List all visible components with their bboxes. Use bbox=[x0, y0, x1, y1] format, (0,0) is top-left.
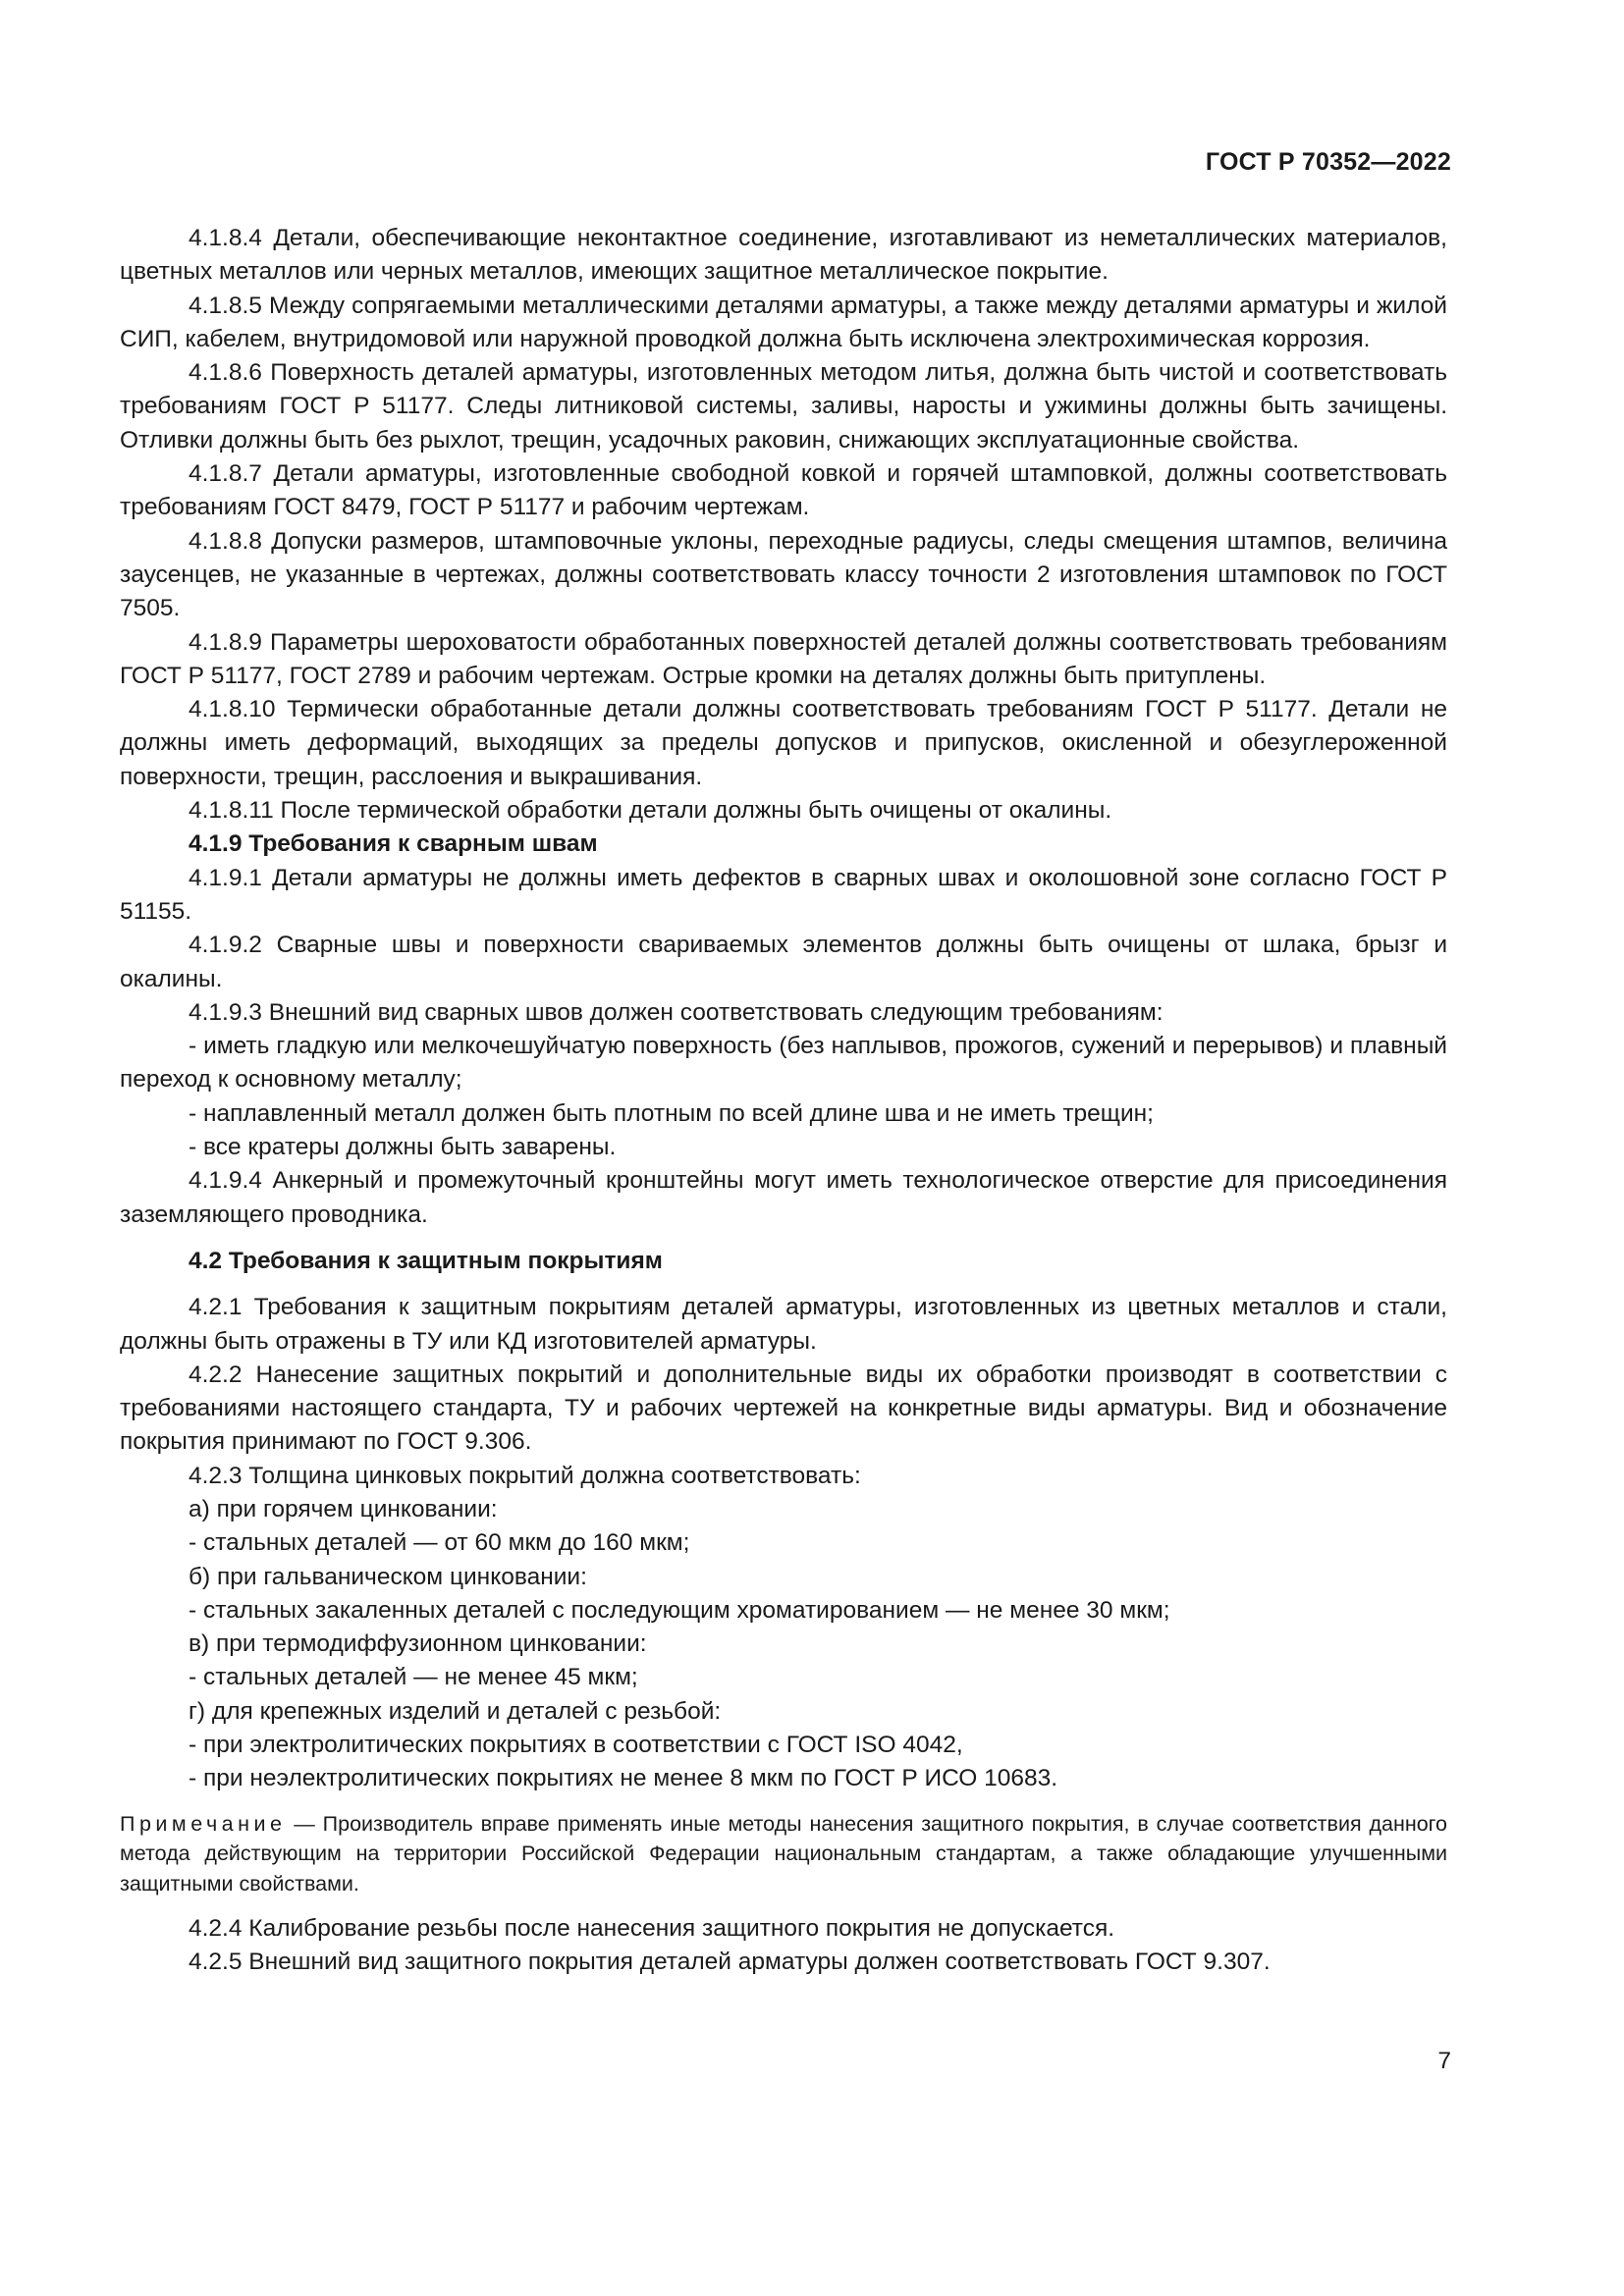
paragraph-4-1-8-5: 4.1.8.5 Между сопрягаемыми металлическими деталями арматуры, а также между деталями арматуры и жилой СИП, кабелем, внутридомовой или наружной проводкой должна быть исключена электрохимическая коррозия. bbox=[120, 292, 1447, 352]
document-id-header: ГОСТ Р 70352—2022 bbox=[1205, 148, 1451, 176]
paragraph-4-1-8-7: 4.1.8.7 Детали арматуры, изготовленные свободной ковкой и горячей штамповкой, должны соответствовать требованиям ГОСТ 8479, ГОСТ Р 51177 и рабочим чертежам. bbox=[120, 460, 1447, 521]
list-item-weld-craters: - все кратеры должны быть заварены. bbox=[189, 1134, 617, 1161]
paragraph-4-1-9-2: 4.1.9.2 Сварные швы и поверхности свариваемых элементов должны быть очищены от шлака, брызг и окалины. bbox=[120, 932, 1447, 992]
paragraph-4-2-4: 4.2.4 Калибрование резьбы после нанесения защитного покрытия не допускается. bbox=[189, 1914, 1115, 1942]
heading-4-2: 4.2 Требования к защитным покрытиям bbox=[189, 1247, 663, 1274]
note-text: — Производитель вправе применять иные методы нанесения защитного покрытия, в случае соответствия данного метода действующим на территории Российской Федерации национальным стандартам, а также обладающие улучшенными защитными свойствами. bbox=[120, 1811, 1447, 1896]
paragraph-4-2-1: 4.2.1 Требования к защитным покрытиям деталей арматуры, изготовленных из цветных металлов и стали, должны быть отражены в ТУ или КД изготовителей арматуры. bbox=[120, 1294, 1447, 1355]
list-item-fasteners: г) для крепежных изделий и деталей с резьбой: bbox=[189, 1697, 722, 1725]
paragraph-4-2-2: 4.2.2 Нанесение защитных покрытий и дополнительные виды их обработки производят в соответствии с требованиями настоящего стандарта, ТУ и рабочих чертежей на конкретные виды арматуры. Вид и обозначение покрытия принимают по ГОСТ 9.306. bbox=[120, 1361, 1447, 1456]
note-label: Примечание bbox=[120, 1811, 287, 1836]
paragraph-4-1-8-8: 4.1.8.8 Допуски размеров, штамповочные уклоны, переходные радиусы, следы смещения штампов, величина заусенцев, не указанные в чертежах, должны соответствовать классу точности 2 изготовления штамповок по ГОСТ 7505. bbox=[120, 527, 1447, 622]
paragraph-4-1-8-6: 4.1.8.6 Поверхность деталей арматуры, изготовленных методом литья, должна быть чистой и соответствовать требованиям ГОСТ Р 51177. Следы литниковой системы, заливы, наросты и ужимины должны быть зачищены. Отливки должны быть без рыхлот, трещин, усадочных раковин, снижающих эксплуатационные свойства. bbox=[120, 359, 1447, 454]
list-item-thermodiffusion-steel: - стальных деталей — не менее 45 мкм; bbox=[189, 1664, 638, 1691]
list-item-weld-surface: - иметь гладкую или мелкочешуйчатую поверхность (без наплывов, прожогов, сужений и перерывов) и плавный переход к основному металлу; bbox=[120, 1033, 1447, 1094]
paragraph-4-2-5: 4.2.5 Внешний вид защитного покрытия деталей арматуры должен соответствовать ГОСТ 9.307. bbox=[189, 1949, 1271, 1976]
page-number: 7 bbox=[1437, 2048, 1451, 2074]
paragraph-4-1-9-4: 4.1.9.4 Анкерный и промежуточный кронштейны могут иметь технологическое отверстие для присоединения заземляющего проводника. bbox=[120, 1167, 1447, 1228]
paragraph-4-1-8-11: 4.1.8.11 После термической обработки детали должны быть очищены от окалины. bbox=[189, 797, 1112, 825]
list-item-non-electrolytic: - при неэлектролитических покрытиях не менее 8 мкм по ГОСТ Р ИСО 10683. bbox=[189, 1765, 1058, 1792]
list-item-weld-metal: - наплавленный металл должен быть плотным по всей длине шва и не иметь трещин; bbox=[189, 1099, 1154, 1127]
document-body bbox=[120, 222, 1447, 1979]
paragraph-4-1-9-1: 4.1.9.1 Детали арматуры не должны иметь дефектов в сварных швах и околошовной зоне согласно ГОСТ Р 51155. bbox=[120, 864, 1447, 925]
paragraph-4-2-3: 4.2.3 Толщина цинковых покрытий должна соответствовать: bbox=[189, 1462, 861, 1489]
list-item-galvanic-steel: - стальных закаленных деталей с последующим хроматированием — не менее 30 мкм; bbox=[189, 1596, 1170, 1624]
paragraph-4-1-9-3: 4.1.9.3 Внешний вид сварных швов должен соответствовать следующим требованиям: bbox=[189, 998, 1164, 1026]
paragraph-4-1-8-10: 4.1.8.10 Термически обработанные детали должны соответствовать требованиям ГОСТ Р 51177. Детали не должны иметь деформаций, выходящих за пределы допусков и припусков, окисленной и обезуглероженной поверхности, трещин, расслоения и выкрашивания. bbox=[120, 696, 1447, 790]
list-item-thermodiffusion: в) при термодиффузионном цинковании: bbox=[189, 1630, 647, 1658]
list-item-hot-dip-steel: - стальных деталей — от 60 мкм до 160 мкм; bbox=[189, 1529, 690, 1557]
list-item-hot-dip: а) при горячем цинковании: bbox=[189, 1495, 498, 1522]
paragraph-4-1-8-9: 4.1.8.9 Параметры шероховатости обработанных поверхностей деталей должны соответствовать требованиям ГОСТ Р 51177, ГОСТ 2789 и рабочим чертежам. Острые кромки на деталях должны быть притуплены. bbox=[120, 628, 1447, 689]
heading-4-1-9: 4.1.9 Требования к сварным швам bbox=[189, 830, 598, 858]
list-item-electrolytic: - при электролитических покрытиях в соответствии с ГОСТ ISO 4042, bbox=[189, 1732, 963, 1759]
list-item-galvanic: б) при гальваническом цинковании: bbox=[189, 1563, 587, 1590]
note bbox=[120, 1809, 1447, 1899]
paragraph-4-1-8-4: 4.1.8.4 Детали, обеспечивающие неконтактное соединение, изготавливают из неметаллических материалов, цветных металлов или черных металлов, имеющих защитное металлическое покрытие. bbox=[120, 225, 1447, 286]
